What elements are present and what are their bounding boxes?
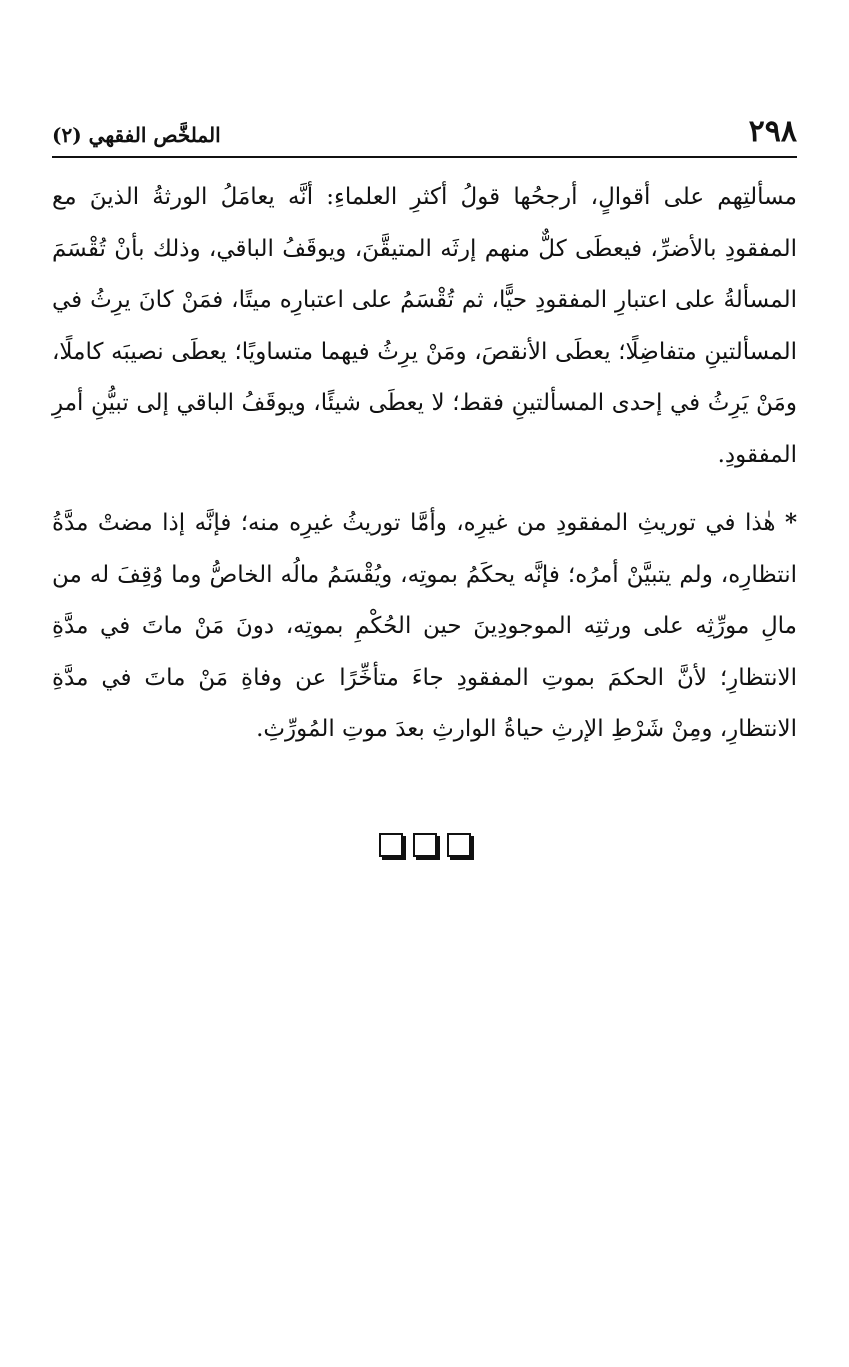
section-mark: * bbox=[784, 509, 798, 536]
end-of-section-marks bbox=[0, 833, 849, 857]
square-box-icon bbox=[379, 833, 403, 857]
page-header bbox=[52, 112, 797, 158]
paragraph-2-container bbox=[52, 497, 797, 756]
page-number: ٢٩٨ bbox=[748, 114, 797, 149]
square-box-icon bbox=[413, 833, 437, 857]
square-box-icon bbox=[447, 833, 471, 857]
running-title: الملخَّص الفقهي (٢) bbox=[52, 123, 221, 147]
paragraph-2: هٰذا في توريثِ المفقودِ من غيرِه، وأمَّا توريثُ غيرِه منه؛ فإنَّه إذا مضتْ مدَّةُ انتظارِه، ولم يتبيَّنْ أمرُه؛ فإنَّه يحكَمُ بموتِه، ويُقْسَمُ مالُه الخاصُّ وما وُقِفَ له من مالِ مورِّثِه على ورثتِه الموجودِينَ حين الحُكْمِ بموتِه، دونَ مَنْ ماتَ في مدَّةِ الانتظارِ؛ لأنَّ الحكمَ بموتِ المفقودِ جاءَ متأخِّرًا عن وفاةِ مَنْ ماتَ في مدَّةِ الانتظارِ، ومِنْ شَرْطِ الإرثِ حياةُ الوارثِ بعدَ موتِ المُورِّثِ. bbox=[52, 510, 797, 742]
main-text bbox=[52, 172, 797, 756]
paragraph-1: مسألتِهم على أقوالٍ، أرجحُها قولُ أكثرِ العلماءِ: أنَّه يعامَلُ الورثةُ الذينَ مع المفقودِ بالأضرِّ، فيعطَى كلٌّ منهم إرثَه المتيقَّنَ، ويوقَفُ الباقي، وذلك بأنْ تُقْسَمَ المسألةُ على اعتبارِ المفقودِ حيًّا، ثم تُقْسَمُ على اعتبارِه ميتًا، فمَنْ كانَ يرِثُ في المسألتينِ متفاضِلًا؛ يعطَى الأنقصَ، ومَنْ يرِثُ فيهما متساويًا؛ يعطَى نصيبَه كاملًا، ومَنْ يَرِثُ في إحدى المسألتينِ فقط؛ لا يعطَى شيئًا، ويوقَفُ الباقي إلى تبيُّنِ أمرِ المفقودِ. bbox=[52, 184, 797, 468]
